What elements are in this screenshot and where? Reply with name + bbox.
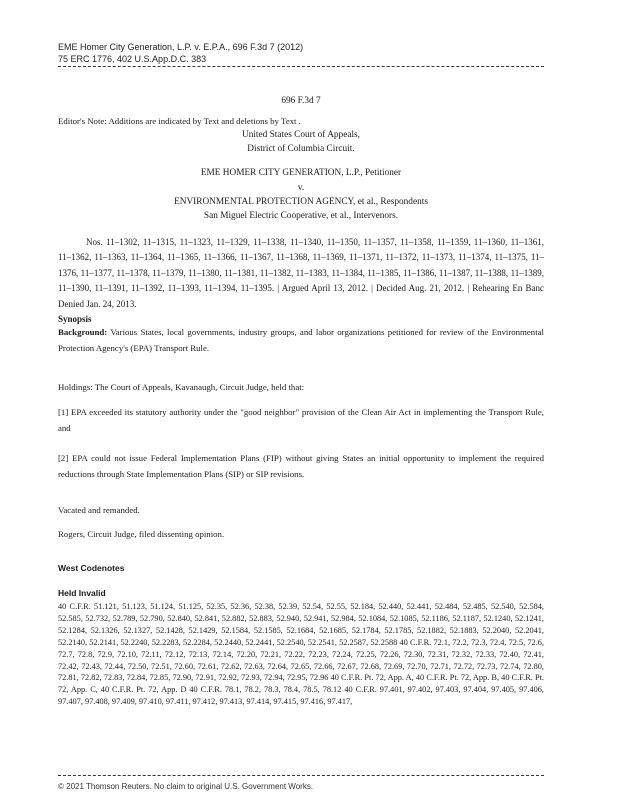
header-rule: [58, 66, 544, 67]
citation-title: 696 F.3d 7: [281, 96, 321, 106]
circuit-name: District of Columbia Circuit.: [247, 144, 355, 154]
petitioner: EME HOMER CITY GENERATION, L.P., Petitioner: [200, 168, 402, 178]
footer-rule: [58, 775, 544, 776]
invalid-citations: 40 C.F.R. 51.121, 51.123, 51.124, 51.125, 52.35, 52.36, 52.38, 52.39, 52.54, 52.55, 52.184, 52.440, 52.441, 52.484, 52.485, 52.540, 52.584, 52.585, 52.732, 52.789, 52.790, 52.840, 52.841, 52.882, 52.883, 52.940, 52.941, 52.984, 52.1084, 52.1085, 52.1186, 52.1187, 52.1240, 52.1241, 52.1284, 52.1326, 52.1327, 52.1428, 52.1429, 52.1584, 52.1585, 52.1684, 52.1685, 52.1784, 52.1785, 52.1882, 52.1883, 52.2040, 52.2041, 52.2140, 52.2141, 52.2240, 52.2283, 52.2284, 52.2440, 52.2441, 52.2540, 52.2541, 52.2587, 52.2588 40 C.F.R. 72.1, 72.2, 72.3, 72.4, 72.5, 72.6, 72.7, 72.8, 72.9, 72.10, 72.11, 72.12, 72.13, 72.14, 72.20, 72.21, 72.22, 72.23, 72.24, 72.25, 72.26, 72.30, 72.31, 72.32, 72.33, 72.40, 72.41, 72.42, 72.43, 72.44, 72.50, 72.51, 72.60, 72.61, 72.62, 72.63, 72.64, 72.65, 72.66, 72.67, 72.68, 72.69, 72.70, 72.71, 72.72, 72.73, 72.74, 72.80, 72.81, 72.82, 72.83, 72.84, 72.85, 72.90, 72.91, 72.92, 72.93, 72.94, 72.95, 72.96 40 C.F.R. Pt. 72, App. A, 40 C.F.R. Pt. 72, App. B, 40 C.F.R. Pt. 72, App. C, 40 C.F.R. Pt. 72, App. D 40 C.F.R. 78.1, 78.2, 78.3, 78.4, 78.5, 78.12 40 C.F.R. 97.401, 97.402, 97.403, 97.404, 97.405, 97.406, 97.407, 97.408, 97.409, 97.410, 97.411, 97.412, 97.413, 97.414, 97.415, 97.416, 97.417,: [58, 602, 544, 707]
synopsis-heading: Synopsis: [58, 314, 92, 324]
holding-2: [2] EPA could not issue Federal Implementation Plans (FIP) without giving States an initial opportunity to implement the required reductions through State Implementation Plans (SIP) or SIP revisions.: [58, 453, 544, 479]
running-header-reporter: 75 ERC 1776, 402 U.S.App.D.C. 383: [58, 54, 207, 64]
background-text: Various States, local governments, industry groups, and labor organizations petitioned for review of the Environmental Protection Agency's (EPA) Transport Rule.: [58, 327, 544, 353]
holdings-intro: Holdings: The Court of Appeals, Kavanaugh, Circuit Judge, held that:: [58, 382, 305, 392]
respondent: ENVIRONMENTAL PROTECTION AGENCY, et al., Respondents: [174, 197, 428, 207]
held-invalid-heading: Held Invalid: [58, 588, 106, 598]
editors-note: Editor's Note: Additions are indicated by Text and deletions by Text .: [58, 116, 301, 126]
dissent-note: Rogers, Circuit Judge, filed dissenting opinion.: [58, 529, 225, 539]
background-paragraph: [58, 325, 544, 356]
holding-1: [1] EPA exceeded its statutory authority under the "good neighbor" provision of the Clean Air Act in implementing the Transport Rule, and: [58, 407, 544, 433]
background-label: Background:: [58, 327, 108, 337]
versus: v.: [297, 183, 305, 193]
intervenors: San Miguel Electric Cooperative, et al., Intervenors.: [203, 211, 399, 221]
running-header-case: EME Homer City Generation, L.P. v. E.P.A., 696 F.3d 7 (2012): [58, 42, 304, 52]
docket-numbers: Nos. 11–1302, 11–1315, 11–1323, 11–1329, 11–1338, 11–1340, 11–1350, 11–1357, 11–1358, 11–1359, 11–1360, 11–1361, 11–1362, 11–1363, 11–1364, 11–1365, 11–1366, 11–1367, 11–1368, 11–1369, 11–1371, 11–1372, 11–1373, 11–1374, 11–1375, 11–1376, 11–1377, 11–1378, 11–1379, 11–1380, 11–1381, 11–1382, 11–1383, 11–1384, 11–1385, 11–1386, 11–1387, 11–1388, 11–1389, 11–1390, 11–1391, 11–1392, 11–1393, 11–1394, 11–1395. | Argued April 13, 2012. | Decided Aug. 21, 2012. | Rehearing En Banc Denied Jan. 24, 2013.: [58, 237, 544, 309]
west-codenotes-heading: West Codenotes: [58, 563, 125, 573]
court-name: United States Court of Appeals,: [241, 130, 360, 140]
footer-copyright: © 2021 Thomson Reuters. No claim to original U.S. Government Works.: [58, 782, 314, 791]
disposition: Vacated and remanded.: [58, 505, 140, 515]
